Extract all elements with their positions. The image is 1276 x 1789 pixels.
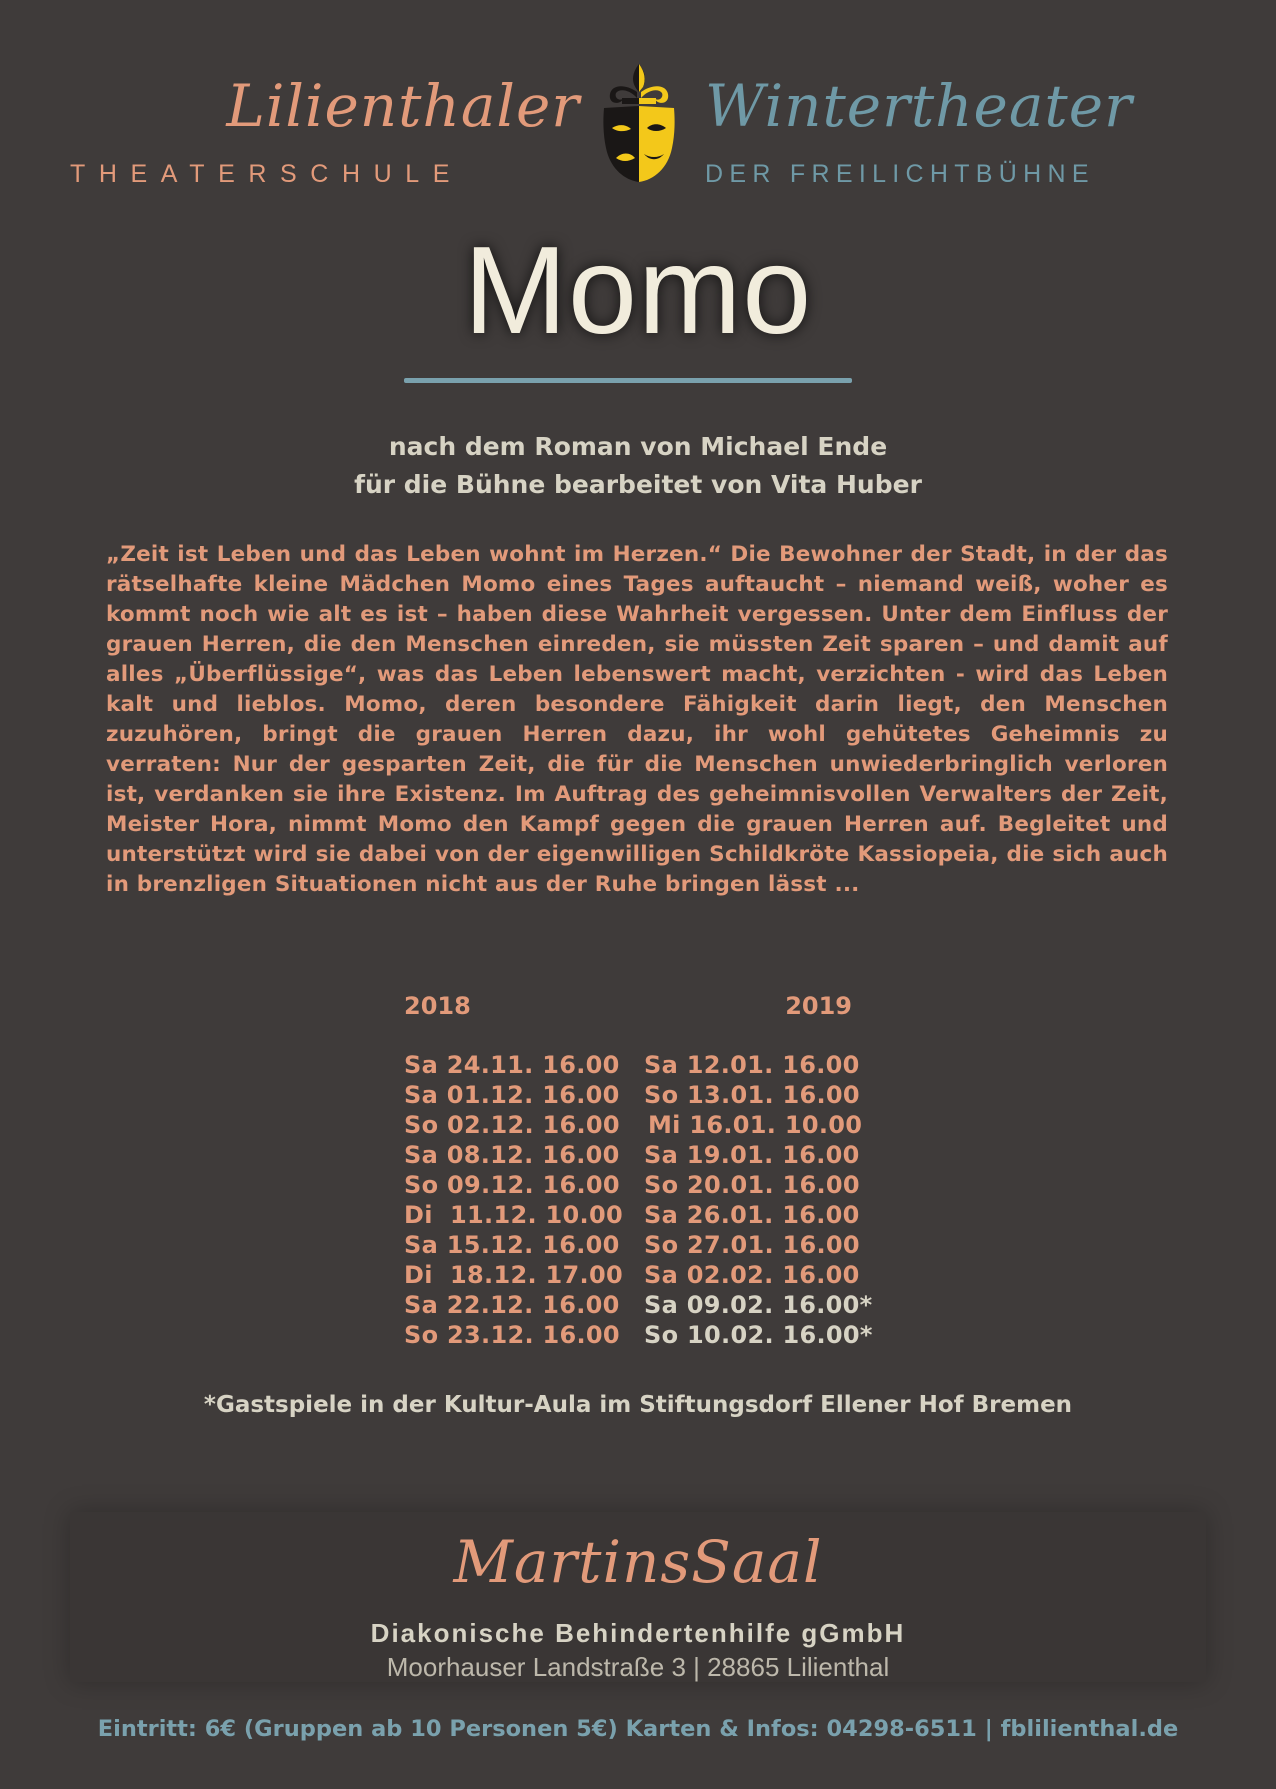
date-item: Sa 19.01. 16.00 (644, 1141, 860, 1169)
fleur-de-lis-icon (610, 64, 668, 104)
date-item: So 23.12. 16.00 (404, 1321, 620, 1349)
fleur-de-lis-theater-masks-icon (600, 62, 678, 190)
credit-adaptation: für die Bühne bearbeitet von Vita Huber (354, 470, 922, 499)
year-heading-2019: 2019 (785, 992, 852, 1020)
venue-organization: Diakonische Behindertenhilfe gGmbH (370, 1618, 906, 1648)
date-item: So 02.12. 16.00 (404, 1111, 620, 1139)
brand-freilichtbuehne: DER FREILICHTBÜHNE (705, 160, 1095, 188)
credits (0, 428, 1276, 504)
date-item: Sa 22.12. 16.00 (404, 1291, 620, 1319)
venue-name: MartinsSaal (453, 1528, 823, 1596)
dates-list-2019 (644, 1050, 873, 1350)
theater-masks-icon (603, 106, 674, 182)
entry-info: Eintritt: 6€ (Gruppen ab 10 Personen 5€) Karten & Infos: 04298-6511 | fblilienthal.de (97, 1716, 1179, 1742)
date-item: Mi 16.01. 10.00 (648, 1111, 863, 1139)
date-item: Di 18.12. 17.00 (404, 1261, 623, 1289)
date-item: Sa 01.12. 16.00 (404, 1081, 620, 1109)
date-item: So 09.12. 16.00 (404, 1171, 620, 1199)
dates-list-2018 (404, 1050, 623, 1350)
date-item-guest-performance: So 10.02. 16.00* (644, 1321, 873, 1349)
brand-wintertheater: Wintertheater (705, 72, 1133, 140)
date-item: Sa 12.01. 16.00 (644, 1051, 860, 1079)
brand-theaterschule: THEATERSCHULE (70, 160, 464, 188)
date-item: Sa 08.12. 16.00 (404, 1141, 620, 1169)
date-item: Sa 26.01. 16.00 (644, 1201, 860, 1229)
date-item-guest-performance: Sa 09.02. 16.00* (644, 1291, 873, 1319)
date-item: Sa 24.11. 16.00 (404, 1051, 620, 1079)
page-title: Momo (463, 222, 813, 360)
synopsis-text: „Zeit ist Leben und das Leben wohnt im Herzen.“ Die Bewohner der Stadt, in der das rätselhafte kleine Mädchen Momo eines Tages auftaucht – niemand weiß, woher es kommt noch wie alt es ist – haben diese Wahrheit vergessen. Unter dem Einfluss der grauen Herren, die den Menschen einreden, sie müssten Zeit sparen – und damit auf alles „Überflüssige“, was das Leben lebenswert macht, verzichten - wird das Leben kalt und lieblos. Momo, deren besondere Fähigkeit darin liegt, den Menschen zuzuhören, bringt die grauen Herren dazu, ihr wohl gehütetes Geheimnis zu verraten: Nur der gesparten Zeit, die für die Menschen unwiederbringlich verloren ist, verdanken sie ihre Existenz. Im Auftrag des geheimnisvollen Verwalters der Zeit, Meister Hora, nimmt Momo den Kampf gegen die grauen Herren auf. Begleitet und unterstützt wird sie dabei von der eigenwilligen Schildkröte Kassiopeia, die sich auch in brenzligen Situationen nicht aus der Ruhe bringen lässt ... (106, 542, 1168, 897)
date-item: So 20.01. 16.00 (644, 1171, 860, 1199)
date-item: So 13.01. 16.00 (644, 1081, 860, 1109)
date-item: So 27.01. 16.00 (644, 1231, 860, 1259)
brand-lilienthaler: Lilienthaler (226, 72, 580, 140)
venue-address: Moorhauser Landstraße 3 | 28865 Lilienthal (386, 1652, 890, 1682)
credit-author: nach dem Roman von Michael Ende (388, 432, 888, 461)
title-underline-divider (404, 378, 852, 383)
date-item: Sa 02.02. 16.00 (644, 1261, 860, 1289)
date-item: Sa 15.12. 16.00 (404, 1231, 620, 1259)
guest-performance-footnote: *Gastspiele in der Kultur-Aula im Stiftungsdorf Ellener Hof Bremen (203, 1392, 1073, 1418)
date-item: Di 11.12. 10.00 (404, 1201, 623, 1229)
year-heading-2018: 2018 (404, 992, 471, 1020)
